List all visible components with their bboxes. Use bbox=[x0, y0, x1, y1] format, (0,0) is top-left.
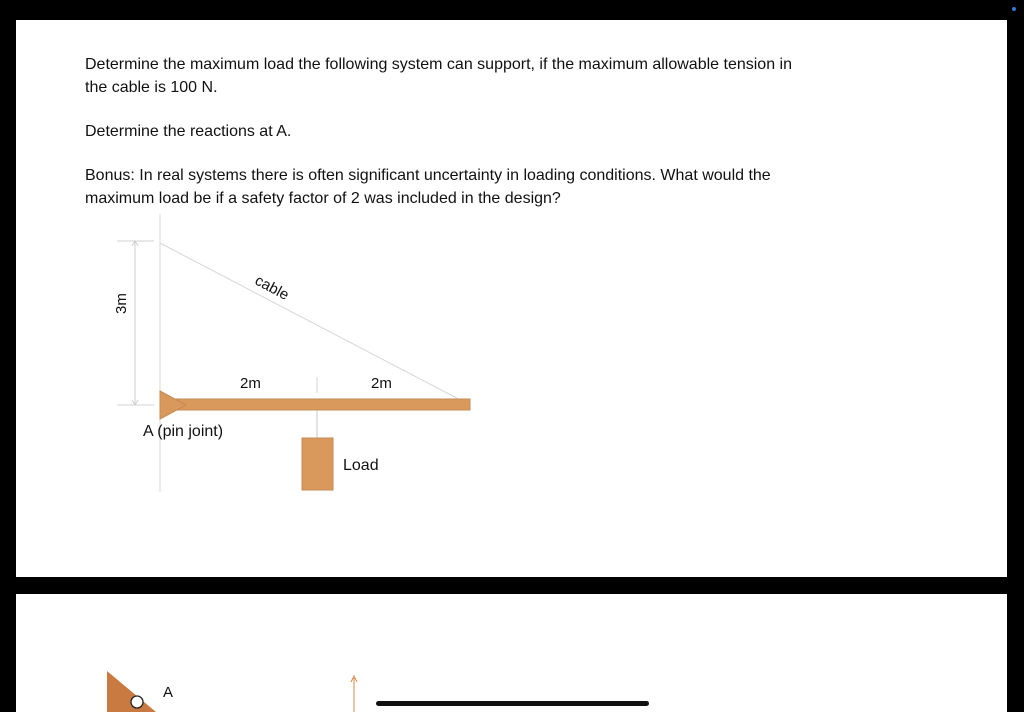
pin-circle-icon bbox=[131, 696, 143, 708]
cable-line bbox=[160, 243, 468, 404]
segment-1-label: 2m bbox=[240, 375, 261, 392]
load-label: Load bbox=[343, 457, 379, 474]
segment-2-label: 2m bbox=[371, 375, 392, 392]
bonus-question: Bonus: In real systems there is often significant uncertainty in loading conditions. What would the maximum load be if a safety factor of 2 was included in the design? bbox=[85, 167, 771, 207]
pin-joint-label: A (pin joint) bbox=[143, 423, 224, 440]
pin-support-icon bbox=[160, 391, 186, 419]
document-page-1 bbox=[16, 20, 1007, 577]
cable-label: cable bbox=[252, 272, 292, 304]
load-block bbox=[302, 438, 333, 490]
home-indicator[interactable] bbox=[376, 701, 649, 706]
document-page-2 bbox=[16, 594, 1007, 712]
beam bbox=[160, 399, 470, 410]
problem-statement: Determine the maximum load the following system can support, if the maximum allowable tension in the cable is 100 N. bbox=[85, 56, 792, 96]
support-shape bbox=[107, 671, 156, 712]
status-dot-icon bbox=[1012, 7, 1016, 11]
structure-diagram bbox=[16, 20, 1007, 577]
height-label: 3m bbox=[113, 293, 130, 314]
point-a-label: A bbox=[163, 684, 174, 701]
reactions-question: Determine the reactions at A. bbox=[85, 123, 292, 140]
